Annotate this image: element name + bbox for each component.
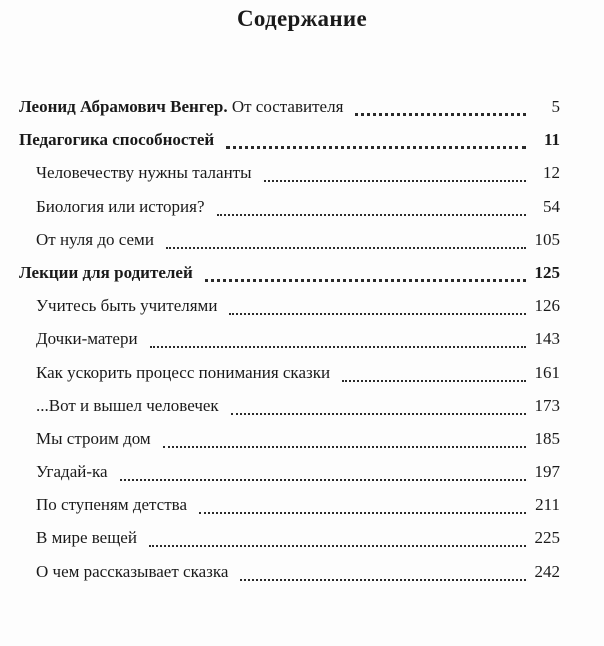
toc-page-number: 173 (534, 395, 560, 415)
toc-item[interactable] (0, 229, 604, 262)
dot-leader (150, 328, 526, 350)
toc-item[interactable] (0, 428, 604, 461)
dot-leader (240, 561, 526, 583)
toc-page-number: 12 (543, 163, 560, 183)
toc-entry-label: Мы строим дом (36, 428, 151, 448)
dot-leader (229, 295, 526, 317)
toc-page-number: 126 (534, 296, 560, 316)
toc-page-number: 185 (534, 428, 560, 448)
dot-leader (264, 162, 526, 184)
toc-section-pedagogy[interactable] (0, 129, 604, 162)
toc-page-number: 54 (543, 196, 560, 216)
toc-item[interactable] (0, 527, 604, 560)
toc-entry-label: Дочки-матери (36, 329, 138, 349)
toc-entry-label: Лекции для родителей (19, 262, 193, 282)
dot-leader (231, 395, 526, 417)
toc-entry-label: От нуля до семи (36, 229, 154, 249)
dot-leader (166, 229, 526, 251)
toc-item[interactable] (0, 494, 604, 527)
table-of-contents (0, 96, 604, 594)
page-title: Содержание (237, 6, 367, 31)
toc-item[interactable] (0, 162, 604, 195)
toc-item[interactable] (0, 395, 604, 428)
toc-entry-label: Биология или история? (36, 196, 205, 216)
toc-item[interactable] (0, 196, 604, 229)
dot-leader (226, 129, 526, 151)
toc-entry-label: О чем рассказывает сказка (36, 561, 229, 581)
toc-page-number: 161 (534, 362, 560, 382)
toc-page-number: 242 (534, 561, 560, 581)
toc-section-venger[interactable] (0, 96, 604, 129)
toc-item[interactable] (0, 561, 604, 594)
dot-leader (205, 262, 526, 284)
dot-leader (342, 362, 526, 384)
toc-page-number: 211 (535, 495, 560, 515)
toc-page-number: 143 (534, 329, 560, 349)
toc-page-number: 197 (534, 462, 560, 482)
toc-page-number: 11 (543, 130, 560, 150)
toc-item[interactable] (0, 362, 604, 395)
toc-page-number: 105 (534, 229, 560, 249)
dot-leader (217, 196, 527, 218)
toc-entry-label: Человечеству нужны таланты (36, 163, 252, 183)
dot-leader (355, 96, 526, 118)
dot-leader (163, 428, 526, 450)
toc-entry-label: Педагогика способностей (19, 130, 215, 150)
toc-entry-label: По ступеням детства (36, 495, 187, 515)
toc-entry-label: Угадай-ка (36, 462, 108, 482)
toc-item[interactable] (0, 328, 604, 361)
dot-leader (199, 494, 526, 516)
toc-entry-label: Леонид Абрамович Венгер. От составителя (19, 97, 344, 116)
toc-page-number: 125 (534, 262, 560, 282)
toc-item[interactable] (0, 295, 604, 328)
toc-page-number: 225 (534, 528, 560, 548)
toc-entry-label: В мире вещей (36, 528, 137, 548)
toc-section-lectures[interactable] (0, 262, 604, 295)
toc-page-number: 5 (551, 97, 560, 116)
toc-entry-label: Как ускорить процесс понимания сказки (36, 362, 331, 382)
toc-entry-label: ...Вот и вышел человечек (36, 395, 219, 415)
toc-entry-label: Учитесь быть учителями (36, 296, 218, 316)
dot-leader (149, 527, 526, 549)
toc-item[interactable] (0, 461, 604, 494)
dot-leader (120, 461, 526, 483)
